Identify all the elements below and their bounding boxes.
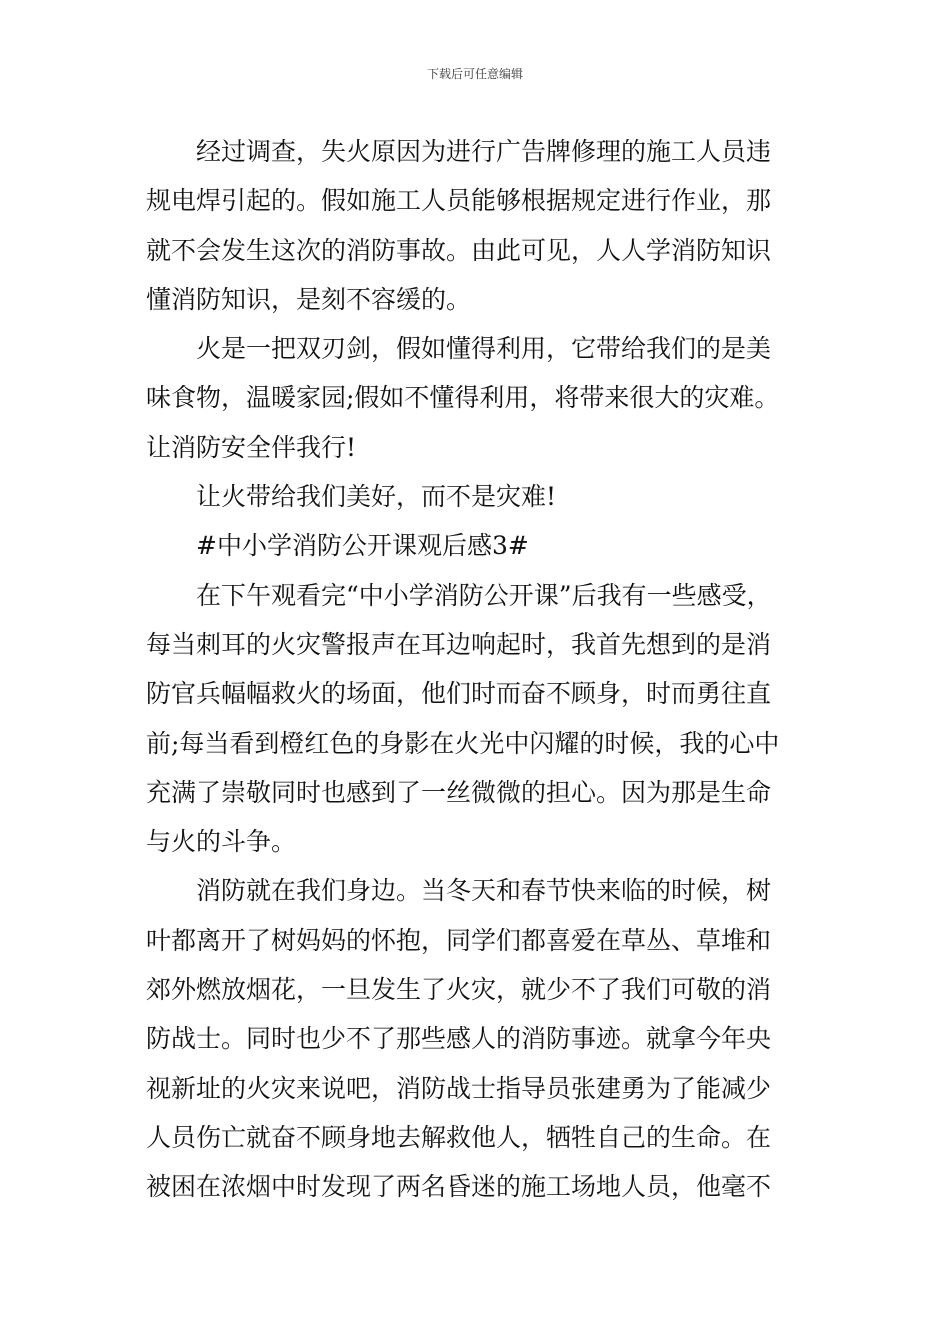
text-line: 懂消防知识，是刻不容缓的。 [146,284,472,314]
document-body [146,127,812,1212]
text-line: 与火的斗争。 [146,827,297,857]
text-line: 规电焊引起的。假如施工人员能够根据规定进行作业，那 [146,186,772,216]
text-line: 就不会发生这次的消防事故。由此可见，人人学消防知识 [146,235,772,265]
text-line: 在下午观看完“中小学消防公开课”后我有一些感受， [196,580,772,610]
text-line: 经过调查，失火原因为进行广告牌修理的施工人员违 [196,137,772,166]
page-header: 下载后可任意编辑 [426,67,523,81]
text-line: #中小学消防公开课观后感3# [196,531,529,561]
text-line: 被困在浓烟中时发现了两名昏迷的施工场地人员，他毫不 [146,1172,772,1202]
text-line: 让消防安全伴我行! [146,432,357,462]
text-line: 防官兵幅幅救火的场面，他们时而奋不顾身，时而勇往直 [146,679,772,709]
text-line: 让火带给我们美好，而不是灾难! [196,482,557,512]
text-line: 充满了崇敬同时也感到了一丝微微的担心。因为那是生命 [146,777,772,807]
text-line: 防战士。同时也少不了那些感人的消防事迹。就拿今年央 [146,1024,772,1054]
text-line: 火是一把双刃剑，假如懂得利用，它带给我们的是美 [196,334,772,364]
text-line: 郊外燃放烟花，一旦发生了火灾，就少不了我们可敬的消 [146,975,772,1005]
text-line: 消防就在我们身边。当冬天和春节快来临的时候，树 [196,876,772,906]
text-line: 叶都离开了树妈妈的怀抱，同学们都喜爱在草丛、草堆和 [146,925,772,955]
text-line: 人员伤亡就奋不顾身地去解救他人，牺牲自己的生命。在 [146,1122,772,1152]
text-line: 前;每当看到橙红色的身影在火光中闪耀的时候，我的心中 [146,728,780,758]
text-line: 味食物，温暖家园;假如不懂得利用，将带来很大的灾难。 [146,383,780,413]
text-line: 视新址的火灾来说吧，消防战士指导员张建勇为了能减少 [146,1073,772,1103]
text-line: 每当刺耳的火灾警报声在耳边响起时，我首先想到的是消 [146,629,772,659]
